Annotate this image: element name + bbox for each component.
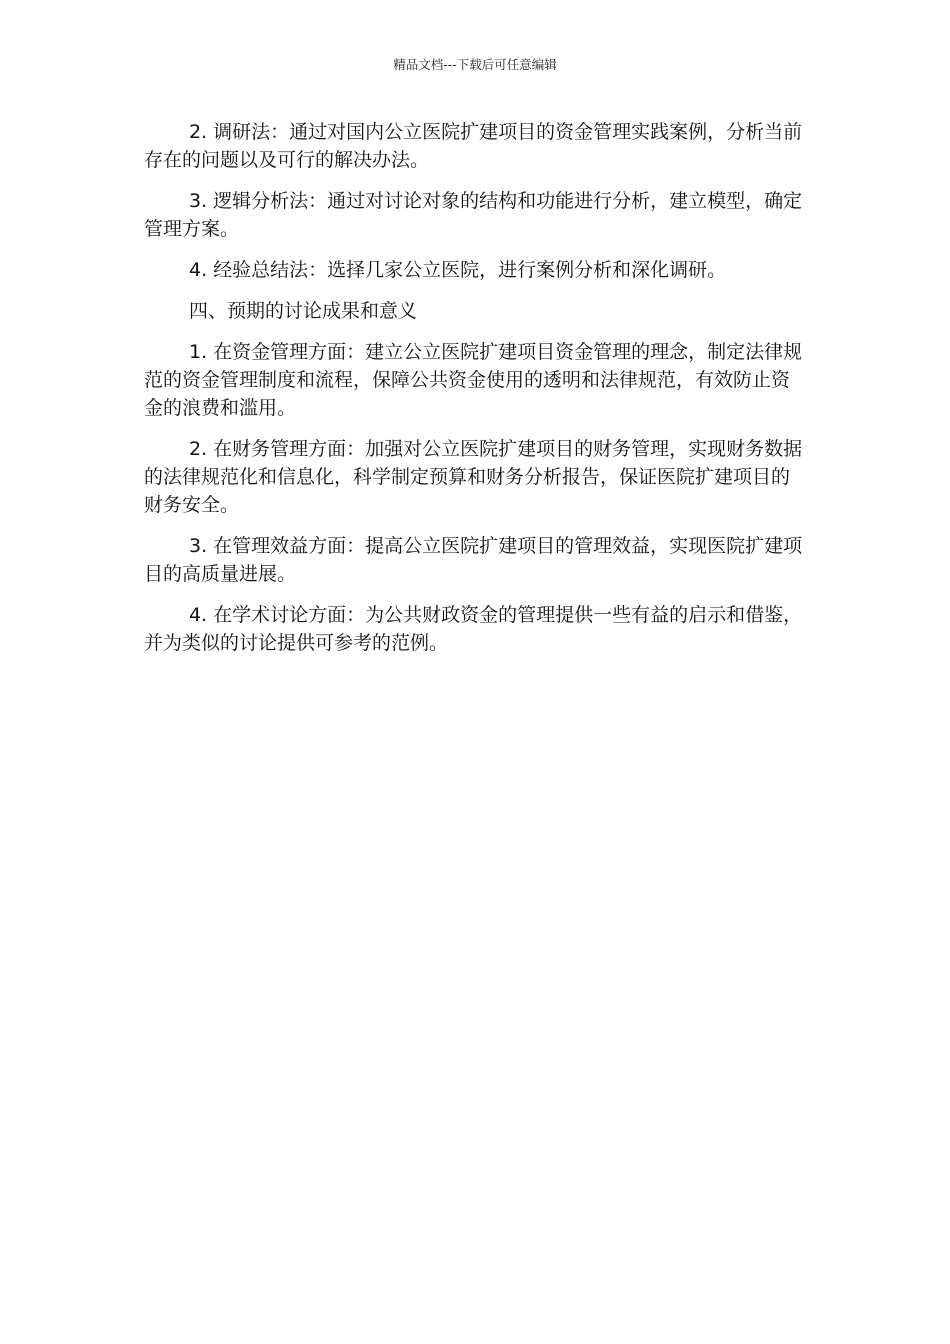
paragraph-result-academic: 4. 在学术讨论方面：为公共财政资金的管理提供一些有益的启示和借鉴，并为类似的讨论提供可参考的范例。 bbox=[144, 604, 803, 654]
section-heading-expected-results: 四、预期的讨论成果和意义 bbox=[189, 300, 418, 322]
document-body bbox=[144, 118, 808, 670]
paragraph-result-fund-management: 1. 在资金管理方面：建立公立医院扩建项目资金管理的理念，制定法律规范的资金管理制度和流程，保障公共资金使用的透明和法律规范，有效防止资金的浪费和滥用。 bbox=[144, 341, 803, 419]
page-header: 精品文档---下载后可任意编辑 bbox=[393, 57, 557, 72]
paragraph-result-management-benefit: 3. 在管理效益方面：提高公立医院扩建项目的管理效益，实现医院扩建项目的高质量进展。 bbox=[144, 535, 803, 585]
paragraph-method-logic: 3. 逻辑分析法：通过对讨论对象的结构和功能进行分析，建立模型，确定管理方案。 bbox=[144, 190, 803, 240]
paragraph-result-financial-management: 2. 在财务管理方面：加强对公立医院扩建项目的财务管理，实现财务数据的法律规范化和信息化，科学制定预算和财务分析报告，保证医院扩建项目的财务安全。 bbox=[144, 438, 803, 516]
paragraph-method-experience: 4. 经验总结法：选择几家公立医院，进行案例分析和深化调研。 bbox=[189, 259, 727, 281]
paragraph-method-research: 2. 调研法：通过对国内公立医院扩建项目的资金管理实践案例，分析当前存在的问题以及可行的解决办法。 bbox=[144, 121, 803, 171]
